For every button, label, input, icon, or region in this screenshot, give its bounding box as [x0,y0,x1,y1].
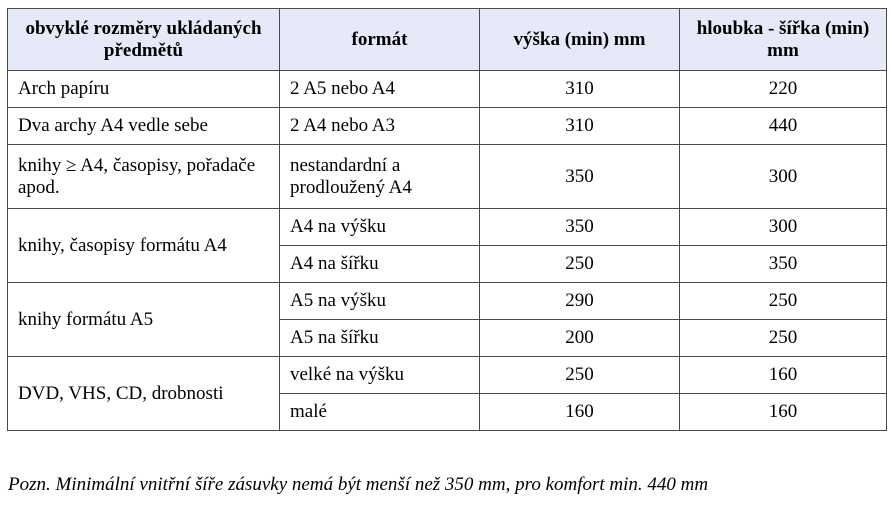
header-height: výška (min) mm [480,9,680,71]
format-cell: 2 A4 nebo A3 [280,108,480,145]
table-row [8,209,887,246]
footnote: Pozn. Minimální vnitřní šíře zásuvky nemá být menší než 350 mm, pro komfort min. 440 mm [8,474,709,495]
format-cell: A5 na šířku [280,320,480,357]
width-cell: 160 [680,394,887,431]
table-row [8,283,887,320]
height-cell: 250 [480,357,680,394]
table-row [8,357,887,394]
format-cell: A4 na výšku [280,209,480,246]
height-cell: 200 [480,320,680,357]
height-cell: 350 [480,145,680,209]
format-cell: velké na výšku [280,357,480,394]
height-cell: 310 [480,108,680,145]
format-cell: A5 na výšku [280,283,480,320]
item-cell: knihy, časopisy formátu A4 [8,209,280,283]
format-cell: 2 A5 nebo A4 [280,71,480,108]
format-cell: A4 na šířku [280,246,480,283]
item-cell: knihy formátu A5 [8,283,280,357]
item-cell: Arch papíru [8,71,280,108]
width-cell: 250 [680,283,887,320]
height-cell: 290 [480,283,680,320]
item-cell: knihy ≥ A4, časopisy, pořadače apod. [8,145,280,209]
header-format: formát [280,9,480,71]
height-cell: 350 [480,209,680,246]
height-cell: 250 [480,246,680,283]
header-items: obvyklé rozměry ukládaných předmětů [8,9,280,71]
width-cell: 300 [680,145,887,209]
height-cell: 160 [480,394,680,431]
dimensions-table [7,8,887,431]
width-cell: 160 [680,357,887,394]
table-row [8,108,887,145]
item-cell: DVD, VHS, CD, drobnosti [8,357,280,431]
table-row [8,145,887,209]
format-cell: nestandardní a prodloužený A4 [280,145,480,209]
width-cell: 440 [680,108,887,145]
height-cell: 310 [480,71,680,108]
header-row [8,9,887,71]
header-depth-width: hloubka - šířka (min) mm [680,9,887,71]
width-cell: 300 [680,209,887,246]
item-cell: Dva archy A4 vedle sebe [8,108,280,145]
table-row [8,71,887,108]
width-cell: 220 [680,71,887,108]
width-cell: 350 [680,246,887,283]
width-cell: 250 [680,320,887,357]
format-cell: malé [280,394,480,431]
